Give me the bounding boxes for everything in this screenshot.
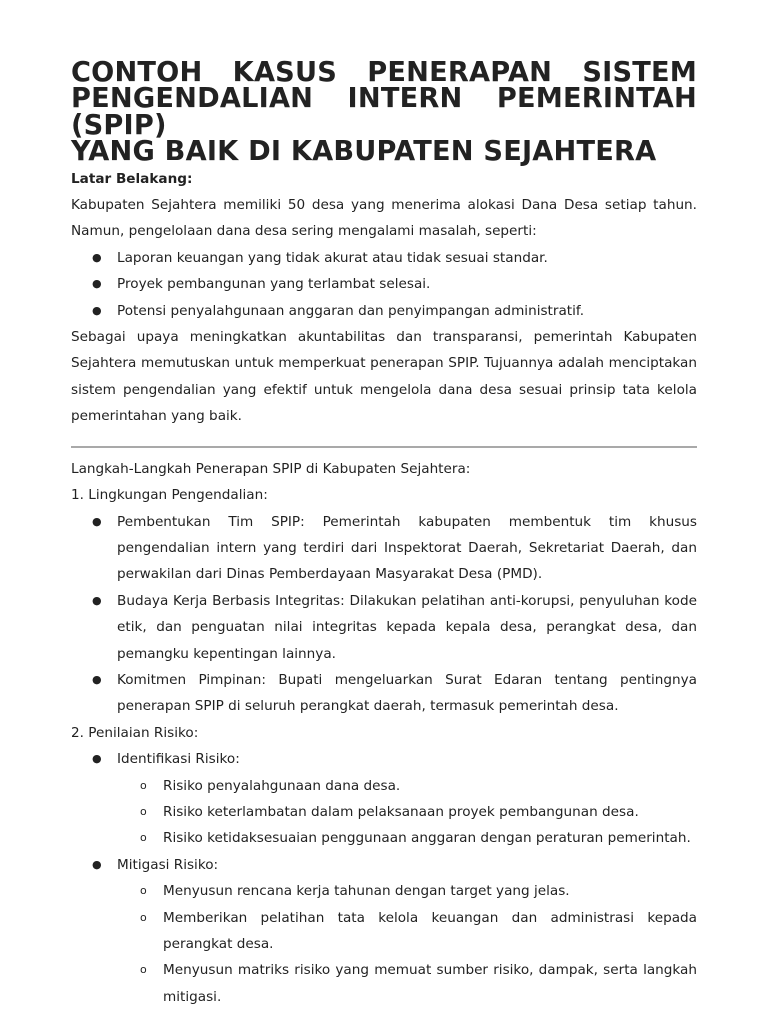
title-line-1: CONTOH KASUS PENERAPAN SISTEM PENGENDALIAN INTERN PEMERINTAH (SPIP) — [71, 57, 697, 141]
step-2-list — [71, 746, 697, 1010]
risk-identification-list — [117, 773, 697, 852]
background-heading: Latar Belakang: — [71, 170, 193, 187]
list-item-text: Proyek pembangunan yang terlambat selesai. — [117, 276, 431, 293]
list-item-text: Budaya Kerja Berbasis Integritas: Dilakukan pelatihan anti-korupsi, penyuluhan kode etik, dan penguatan nilai integritas kepada kepala desa, perangkat desa, dan pemangku kepentingan lainnya. — [117, 592, 697, 662]
sub-list-item-text: Memberikan pelatihan tata kelola keuangan dan administrasi kepada perangkat desa. — [163, 909, 697, 952]
document-title — [71, 57, 697, 168]
list-item — [92, 509, 697, 588]
sub-list-item — [140, 825, 697, 851]
bullet-icon: ● — [92, 303, 102, 317]
problem-list — [71, 245, 697, 324]
background-intro: Kabupaten Sejahtera memiliki 50 desa yang menerima alokasi Dana Desa setiap tahun. Namun, pengelolaan dana desa sering mengalami masalah, seperti: — [71, 197, 697, 240]
steps-heading: Langkah-Langkah Penerapan SPIP di Kabupaten Sejahtera: — [71, 460, 471, 477]
sub-list-item — [140, 905, 697, 958]
sub-list-item-text: Risiko ketidaksesuaian penggunaan anggaran dengan peraturan pemerintah. — [163, 830, 691, 847]
bullet-icon: ● — [92, 593, 102, 607]
list-item-text: Identifikasi Risiko: — [117, 751, 240, 768]
list-item — [92, 298, 697, 324]
bullet-icon: ● — [92, 752, 102, 766]
list-item-text: Mitigasi Risiko: — [117, 856, 219, 873]
list-item — [92, 852, 697, 1010]
list-item-text: Pembentukan Tim SPIP: Pemerintah kabupaten membentuk tim khusus pengendalian intern yang terdiri dari Inspektorat Daerah, Sekretariat Daerah, dan perwakilan dari Dinas Pemberdayaan Masyarakat Desa (PMD). — [117, 513, 697, 583]
sub-list-item-text: Risiko keterlambatan dalam pelaksanaan proyek pembangunan desa. — [163, 803, 639, 820]
step-1-title: 1. Lingkungan Pengendalian: — [71, 487, 268, 504]
list-item-text: Komitmen Pimpinan: Bupati mengeluarkan Surat Edaran tentang pentingnya penerapan SPIP di seluruh perangkat daerah, termasuk pemerintah desa. — [117, 671, 697, 715]
sub-list-item — [140, 878, 697, 904]
bullet-icon: ● — [92, 672, 102, 686]
list-item-text: Laporan keuangan yang tidak akurat atau tidak sesuai standar. — [117, 249, 548, 266]
bullet-icon: ● — [92, 514, 102, 528]
risk-mitigation-list — [117, 878, 697, 1010]
list-item — [92, 588, 697, 667]
section-divider — [71, 446, 697, 448]
circle-bullet-icon: o — [140, 831, 147, 845]
sub-list-item-text: Risiko penyalahgunaan dana desa. — [163, 777, 401, 794]
circle-bullet-icon: o — [140, 778, 147, 792]
list-item — [92, 245, 697, 271]
step-1-list — [71, 509, 697, 720]
bullet-icon: ● — [92, 277, 102, 291]
sub-list-item-text: Menyusun matriks risiko yang memuat sumber risiko, dampak, serta langkah mitigasi. — [163, 962, 697, 1005]
document-page — [71, 57, 697, 1010]
circle-bullet-icon: o — [140, 884, 147, 898]
sub-list-item — [140, 773, 697, 799]
step-2-title: 2. Penilaian Risiko: — [71, 724, 199, 741]
list-item — [92, 667, 697, 720]
sub-list-item-text: Menyusun rencana kerja tahunan dengan target yang jelas. — [163, 883, 570, 900]
sub-list-item — [140, 799, 697, 825]
bullet-icon: ● — [92, 250, 102, 264]
background-conclusion: Sebagai upaya meningkatkan akuntabilitas dan transparansi, pemerintah Kabupaten Sejahtera memutuskan untuk memperkuat penerapan SPIP. Tujuannya adalah menciptakan sistem pengendalian yang efektif untuk mengelola dana desa sesuai prinsip tata kelola pemerintahan yang baik. — [71, 329, 697, 425]
circle-bullet-icon: o — [140, 804, 147, 818]
sub-list-item — [140, 957, 697, 1010]
list-item — [92, 271, 697, 297]
title-line-2: YANG BAIK DI KABUPATEN SEJAHTERA — [71, 136, 657, 168]
circle-bullet-icon: o — [140, 910, 147, 924]
list-item — [92, 746, 697, 852]
list-item-text: Potensi penyalahgunaan anggaran dan penyimpangan administratif. — [117, 302, 585, 319]
circle-bullet-icon: o — [140, 963, 147, 977]
bullet-icon: ● — [92, 857, 102, 871]
